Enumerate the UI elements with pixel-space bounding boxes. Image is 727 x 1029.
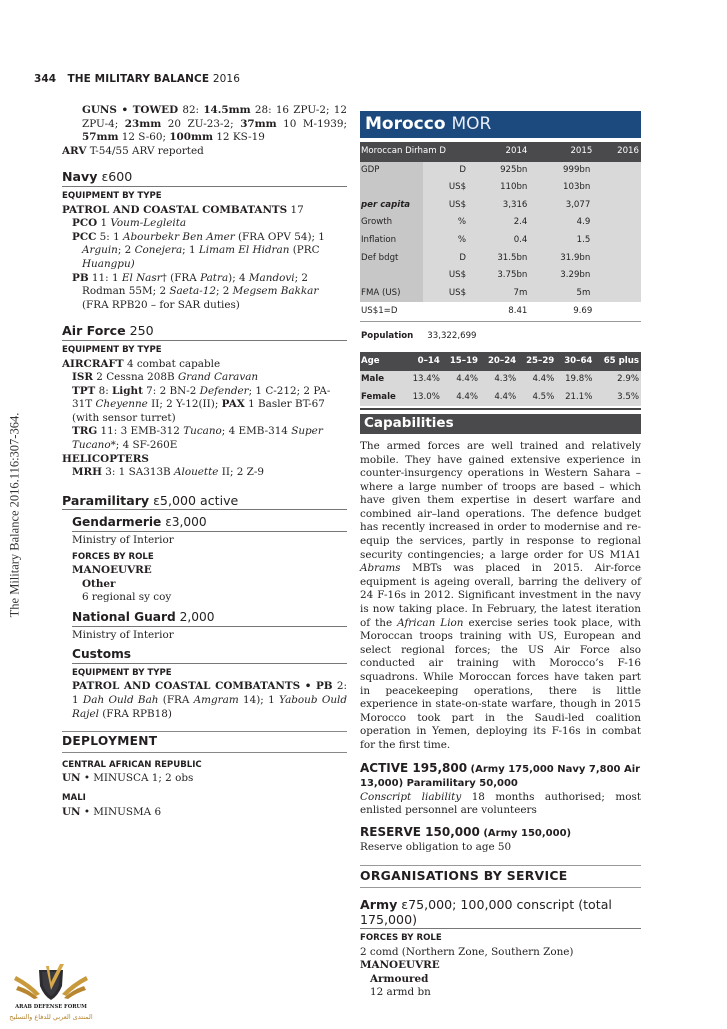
value-cell: 3.29bn: [529, 267, 594, 285]
value-cell: 5m: [529, 285, 594, 303]
age-group-header: 0–14: [405, 352, 442, 372]
unit-cell: D: [423, 162, 468, 180]
guns-entry: GUNS • TOWED 82: 14.5mm 28: 16 ZPU-2; 12 ZPU-4; 23mm 20 ZU-23-2; 37mm 10 M-1939; 57mm 12 S-60; 100mm 12 KS-19: [82, 104, 348, 144]
mrh-entry: MRH 3: 1 SA313B Alouette II; 2 Z-9: [72, 466, 265, 479]
value-cell: [594, 232, 641, 250]
tpt-entry: TPT 8: Light 7: 2 BN-2 Defender; 1 C-212; 2 PA-31T Cheyenne II; 2 Y-12(II); PAX 1 Basler BT-67 (with sensor turret): [72, 384, 331, 424]
unit-cell: US$: [423, 285, 468, 303]
percentage-cell: 4.4%: [518, 371, 556, 389]
value-cell: 1.5: [529, 232, 594, 250]
capabilities-heading: Capabilities: [360, 414, 641, 434]
age-table: [360, 352, 641, 407]
row-label: Growth: [360, 214, 423, 232]
left-column: [62, 104, 347, 819]
capabilities-text: The armed forces are well trained and relatively mobile. They have gained extensive experience in counter-insurgency operations in Western Sahara – where a large number of troops are based – which have given them expertise in desert warfare and combined air–land operations. The defence budget has recently increased in order to modernise and re-equip the services, partly in response to regional security contingencies; a large order for US M1A1 Abrams MBTs was placed in 2015. Air-force equipment is ageing overall, barring the delivery of 24 F-16s in 2012. Significant investment in the navy is now taking place. In February, the latest iteration of the African Lion exercise series took place, with Moroccan troops training with US, European and select regional forces; the US Air Force also conducted air training with Morocco’s F-16 squadrons. While Moroccan forces have taken part in peacekeeping operations, there is little experience in state-on-state warfare, though in 2015 Morocco took part in the Saudi-led coalition operation in Yemen, deploying its F-16s in combat for the first time.: [360, 439, 641, 751]
percentage-cell: 3.5%: [594, 389, 641, 407]
value-cell: 3,077: [529, 197, 594, 215]
age-table-row: [360, 389, 641, 407]
gendarmerie-manoeuvre: MANOEUVRE: [72, 564, 152, 577]
divider: [360, 408, 641, 410]
value-cell: 4.9: [529, 214, 594, 232]
year-header: 2016: [594, 142, 641, 162]
navy-pcc-header: PATROL AND COASTAL COMBATANTS 17: [62, 203, 304, 216]
row-label: GDP: [360, 162, 423, 180]
organisations-heading: ORGANISATIONS BY SERVICE: [360, 865, 641, 888]
row-label: FMA (US): [360, 285, 423, 303]
gendarmerie-ministry: Ministry of Interior: [72, 534, 174, 547]
army-comd: 2 comd (Northern Zone, Southern Zone): [360, 945, 574, 958]
air-force-equipment-label: EQUIPMENT BY TYPE: [62, 344, 162, 355]
currency-header: Moroccan Dirham D: [360, 142, 468, 162]
percentage-cell: 21.1%: [556, 389, 594, 407]
navy-heading: Navy ε600: [62, 170, 347, 187]
value-cell: 31.5bn: [468, 250, 529, 268]
economic-table-row: [360, 250, 641, 268]
value-cell: [594, 214, 641, 232]
deployment-detail: UN • MINUSMA 6: [62, 805, 162, 818]
deployment-item: [62, 759, 347, 786]
navy-equipment-label: EQUIPMENT BY TYPE: [62, 190, 162, 201]
percentage-cell: 2.9%: [594, 371, 641, 389]
army-manoeuvre: MANOEUVRE: [360, 959, 440, 972]
value-cell: [594, 250, 641, 268]
publication-title: THE MILITARY BALANCE: [67, 73, 210, 85]
age-group-header: 15–19: [442, 352, 480, 372]
shield-wings-icon: [6, 962, 96, 1006]
sex-label: Female: [360, 389, 405, 407]
gendarmerie-heading: Gendarmerie ε3,000: [72, 516, 347, 532]
right-column: [360, 111, 641, 1000]
year-header: 2015: [529, 142, 594, 162]
value-cell: 103bn: [529, 179, 594, 197]
row-label: [360, 267, 423, 285]
age-group-header: 65 plus: [594, 352, 641, 372]
deployment-heading: DEPLOYMENT: [62, 731, 347, 753]
value-cell: 999bn: [529, 162, 594, 180]
country-title-bar: [360, 111, 641, 138]
deployment-country: MALI: [62, 792, 86, 803]
isr-entry: ISR 2 Cessna 208B Grand Caravan: [72, 371, 259, 384]
value-cell: [594, 197, 641, 215]
arab-defense-forum-logo: [6, 962, 96, 1026]
customs-equipment-label: EQUIPMENT BY TYPE: [72, 667, 172, 678]
population-value: 33,322,699: [427, 330, 477, 341]
reserve-obligation: Reserve obligation to age 50: [360, 840, 512, 853]
army-heading: Army ε75,000; 100,000 conscript (total 175,000): [360, 897, 641, 929]
unit-cell: US$: [423, 267, 468, 285]
national-guard-ministry: Ministry of Interior: [72, 628, 174, 641]
value-cell: [594, 303, 641, 322]
percentage-cell: 19.8%: [556, 371, 594, 389]
unit-cell: US$: [423, 197, 468, 215]
navy-pco: PCO 1 Voum-Legleita: [72, 217, 187, 230]
age-label-header: Age: [360, 352, 405, 372]
national-guard-heading: National Guard 2,000: [72, 611, 347, 627]
economic-table: [360, 142, 641, 322]
gendarmerie-units: 6 regional sy coy: [82, 591, 172, 604]
age-table-row: [360, 371, 641, 389]
helicopters-label: HELICOPTERS: [62, 452, 149, 465]
population-row: [361, 330, 641, 344]
active-strength: ACTIVE 195,800 (Army 175,000 Navy 7,800 Air 13,000) Paramilitary 50,000: [360, 760, 641, 789]
unit-cell: %: [423, 232, 468, 250]
percentage-cell: 4.4%: [442, 389, 480, 407]
conscript-liability: Conscript liability 18 months authorised; most enlisted personnel are volunteers: [360, 790, 641, 817]
percentage-cell: 4.4%: [480, 389, 518, 407]
trg-entry: TRG 11: 3 EMB-312 Tucano; 4 EMB-314 Super Tucano*; 4 SF-260E: [72, 425, 323, 452]
row-label: per capita: [360, 197, 423, 215]
page-header: [34, 73, 240, 85]
army-armoured: Armoured: [370, 972, 429, 985]
unit-cell: %: [423, 214, 468, 232]
country-code: MOR: [451, 113, 492, 134]
year-header: 2014: [468, 142, 529, 162]
value-cell: 925bn: [468, 162, 529, 180]
gendarmerie-forces-label: FORCES BY ROLE: [72, 551, 154, 562]
value-cell: 0.4: [468, 232, 529, 250]
paramilitary-heading: Paramilitary ε5,000 active: [62, 494, 347, 511]
deployment-item: [62, 792, 347, 819]
value-cell: 3.75bn: [468, 267, 529, 285]
reserve-strength: RESERVE 150,000 (Army 150,000): [360, 824, 572, 839]
value-cell: [423, 303, 468, 322]
percentage-cell: 4.5%: [518, 389, 556, 407]
navy-pcc: PCC 5: 1 Abourbekr Ben Amer (FRA OPV 54); 1 Arguin; 2 Conejera; 1 Limam El Hidran (PRC Huangpu): [72, 230, 325, 270]
sex-label: Male: [360, 371, 405, 389]
value-cell: [594, 179, 641, 197]
value-cell: 2.4: [468, 214, 529, 232]
age-table-header: [360, 352, 641, 372]
unit-cell: US$: [423, 179, 468, 197]
value-cell: 31.9bn: [529, 250, 594, 268]
side-citation: The Military Balance 2016.116:307-364.: [7, 412, 22, 618]
navy-pb: PB 11: 1 El Nasr† (FRA Patra); 4 Mandovi; 2 Rodman 55M; 2 Saeta-12; 2 Megsem Bakkar (FRA RPB20 – for SAR duties): [72, 271, 319, 311]
deployment-country: CENTRAL AFRICAN REPUBLIC: [62, 759, 202, 770]
row-label: Def bdgt: [360, 250, 423, 268]
gendarmerie-other: Other: [82, 577, 116, 590]
aircraft-entry: AIRCRAFT 4 combat capable: [62, 357, 221, 370]
exchange-rate-row: [360, 303, 641, 322]
deployment-detail: UN • MINUSCA 1; 2 obs: [62, 772, 194, 785]
economic-table-row: [360, 179, 641, 197]
value-cell: 3,316: [468, 197, 529, 215]
economic-table-row: [360, 267, 641, 285]
arv-entry: ARV T-54/55 ARV reported: [62, 144, 204, 157]
economic-table-header: [360, 142, 641, 162]
publication-year: 2016: [212, 73, 240, 85]
value-cell: [594, 162, 641, 180]
economic-table-row: [360, 214, 641, 232]
economic-table-row: [360, 197, 641, 215]
unit-cell: D: [423, 250, 468, 268]
value-cell: 8.41: [468, 303, 529, 322]
watermark-arabic-text: المنتدى العربي للدفاع والتسليح: [9, 1013, 93, 1021]
age-group-header: 20–24: [480, 352, 518, 372]
economic-table-row: [360, 285, 641, 303]
watermark-text: ARAB DEFENSE FORUM: [15, 1004, 87, 1010]
value-cell: 110bn: [468, 179, 529, 197]
customs-heading: Customs: [72, 648, 347, 664]
population-label: Population: [361, 330, 414, 341]
age-group-header: 30–64: [556, 352, 594, 372]
economic-table-row: [360, 232, 641, 250]
air-force-heading: Air Force 250: [62, 324, 347, 341]
value-cell: 9.69: [529, 303, 594, 322]
value-cell: [594, 267, 641, 285]
country-name: Morocco: [365, 113, 446, 134]
army-units: 12 armd bn: [370, 986, 431, 999]
row-label: US$1=D: [360, 303, 423, 322]
value-cell: [594, 285, 641, 303]
customs-pcc: PATROL AND COASTAL COMBATANTS • PB 2: 1 Dah Ould Bah (FRA Amgram 14); 1 Yaboub Ould Rajel (FRA RPB18): [72, 680, 348, 720]
row-label: [360, 179, 423, 197]
page-number: 344: [34, 73, 57, 85]
percentage-cell: 13.4%: [405, 371, 442, 389]
percentage-cell: 4.4%: [442, 371, 480, 389]
value-cell: 7m: [468, 285, 529, 303]
row-label: Inflation: [360, 232, 423, 250]
percentage-cell: 13.0%: [405, 389, 442, 407]
percentage-cell: 4.3%: [480, 371, 518, 389]
age-group-header: 25–29: [518, 352, 556, 372]
army-forces-label: FORCES BY ROLE: [360, 932, 442, 943]
economic-table-row: [360, 162, 641, 180]
